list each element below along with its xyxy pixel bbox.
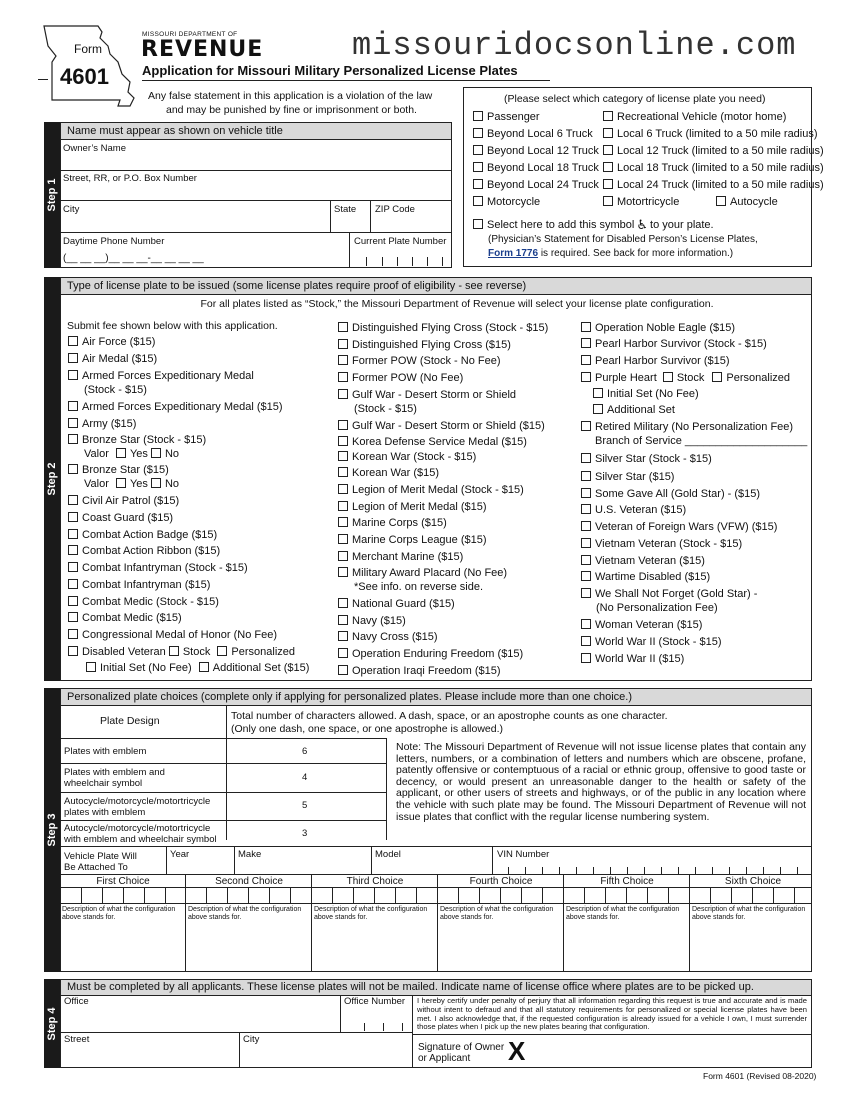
checkbox[interactable] [338, 372, 348, 382]
checkbox[interactable] [68, 370, 78, 380]
checkbox[interactable] [217, 646, 227, 656]
purple-heart-additional[interactable]: Additional Set [593, 404, 675, 417]
choice-1-label: First Choice [96, 876, 150, 887]
plate-purple-heart[interactable]: Purple Heart Stock Personalized [581, 372, 790, 385]
plate-military-award-placard[interactable]: Military Award Placard (No Fee) [338, 567, 507, 580]
cat-rv[interactable]: Recreational Vehicle (motor home) [603, 111, 786, 124]
checkbox[interactable] [338, 534, 348, 544]
plate-noble-eagle[interactable]: Operation Noble Eagle ($15) [581, 322, 735, 335]
phone-label: Daytime Phone Number [63, 236, 165, 247]
warning-line-1: Any false statement in this application is a violation of the law [148, 90, 433, 102]
plate-legion-stock[interactable]: Legion of Merit Medal (Stock - $15) [338, 484, 524, 497]
plate-pearl-harbor[interactable]: Pearl Harbor Survivor ($15) [581, 355, 730, 368]
cat-beyond-24[interactable]: Beyond Local 24 Truck [473, 179, 599, 192]
checkbox[interactable] [338, 484, 348, 494]
no-personalization-fee: (No Personalization Fee) [596, 602, 718, 614]
category-heading: (Please select which category of license plate you need) [504, 93, 766, 105]
checkbox[interactable] [581, 653, 591, 663]
watermark: missouridocsonline.com [352, 27, 797, 64]
row2-count: 4 [302, 772, 308, 783]
checkbox[interactable] [581, 421, 591, 431]
plate-wwii-stock[interactable]: World War II (Stock - $15) [581, 636, 722, 649]
plate-navy[interactable]: Navy ($15) [338, 615, 406, 628]
step4-tab: Step 4 [44, 979, 60, 1068]
plate-wwii[interactable]: World War II ($15) [581, 653, 684, 666]
bronze-valor: Valor Yes No [84, 478, 180, 490]
checkbox[interactable] [68, 434, 78, 444]
office-label: Office [64, 996, 89, 1007]
plate-combat-infantryman[interactable]: Combat Infantryman ($15) [68, 579, 210, 592]
plate-bronze-stock[interactable]: Bronze Star (Stock - $15) [68, 434, 206, 447]
see-info-note: *See info. on reverse side. [354, 581, 484, 593]
certification-text: I hereby certify under penalty of perjury that all information regarding this request is true and accurate and is made without intent to defraud and that all statutory requirements for personalized or special license plates have been met. I also acknowledge that, if the requested configuration is already issued for a vehicle I own, I must surrender those plates when I pick up the new plates bearing that configuration. [417, 996, 807, 1032]
checkbox[interactable] [473, 162, 483, 172]
plate-medal-of-honor[interactable]: Congressional Medal of Honor (No Fee) [68, 629, 277, 642]
plate-combat-medic-stock[interactable]: Combat Medic (Stock - $15) [68, 596, 219, 609]
checkbox[interactable] [581, 372, 591, 382]
cat-autocycle[interactable]: Autocycle [716, 196, 778, 209]
checkbox[interactable] [68, 612, 78, 622]
plate-combat-action-ribbon[interactable]: Combat Action Ribbon ($15) [68, 545, 220, 558]
checkbox[interactable] [712, 372, 722, 382]
checkbox[interactable] [338, 665, 348, 675]
symbol-option[interactable]: Select here to add this symbol ♿ to your plate. [473, 218, 714, 232]
step3-bar: Personalized plate choices (complete only if applying for personalized plates. Please include more than one choice.) [61, 689, 811, 706]
vin-field[interactable] [508, 866, 808, 874]
choice-3-label: Third Choice [346, 876, 404, 887]
form-title: Application for Missouri Military Personalized License Plates [142, 63, 518, 78]
plate-coast-guard[interactable]: Coast Guard ($15) [68, 512, 173, 525]
cat-beyond-18[interactable]: Beyond Local 18 Truck [473, 162, 599, 175]
checkbox[interactable] [473, 196, 483, 206]
choice-2-label: Second Choice [215, 876, 283, 887]
vehicle-label-1: Vehicle Plate Will [64, 851, 137, 862]
checkbox[interactable] [68, 495, 78, 505]
checkbox[interactable] [68, 545, 78, 555]
header-dash [38, 79, 48, 80]
plate-us-veteran[interactable]: U.S. Veteran ($15) [581, 504, 686, 517]
dept-line: MISSOURI DEPARTMENT OF [142, 31, 238, 38]
plate-vietnam[interactable]: Vietnam Veteran ($15) [581, 555, 705, 568]
checkbox[interactable] [338, 567, 348, 577]
checkbox[interactable] [473, 145, 483, 155]
checkbox[interactable] [68, 401, 78, 411]
plate-former-pow[interactable]: Former POW (No Fee) [338, 372, 463, 385]
plate-gulf-war[interactable]: Gulf War - Desert Storm or Shield ($15) [338, 420, 545, 433]
plate-iraqi-freedom[interactable]: Operation Iraqi Freedom ($15) [338, 665, 501, 678]
plate-bronze[interactable]: Bronze Star ($15) [68, 464, 169, 477]
row3-count: 5 [302, 800, 308, 811]
plate-retired-military[interactable]: Retired Military (No Personalization Fee) [581, 421, 793, 434]
plate-woman-veteran[interactable]: Woman Veteran ($15) [581, 619, 702, 632]
checkbox[interactable] [581, 619, 591, 629]
checkbox[interactable] [338, 598, 348, 608]
checkbox[interactable] [68, 562, 78, 572]
plate-army[interactable]: Army ($15) [68, 418, 136, 431]
row4-label-2: with emblem and wheelchair symbol [64, 834, 217, 845]
checkbox[interactable] [581, 471, 591, 481]
form-label: Form [74, 42, 102, 56]
cat-local-24[interactable]: Local 24 Truck (limited to a 50 mile radius) [603, 179, 824, 192]
plate-silver-star[interactable]: Silver Star ($15) [581, 471, 674, 484]
checkbox[interactable] [68, 629, 78, 639]
title-underline [142, 80, 550, 81]
checkbox[interactable] [473, 128, 483, 138]
plate-dfc-stock[interactable]: Distinguished Flying Cross (Stock - $15) [338, 322, 548, 335]
checkbox[interactable] [338, 322, 348, 332]
checkbox[interactable] [581, 636, 591, 646]
plate-combat-medic[interactable]: Combat Medic ($15) [68, 612, 182, 625]
plate-legion[interactable]: Legion of Merit Medal ($15) [338, 501, 487, 514]
form-number: 4601 [60, 64, 109, 89]
plate-enduring-freedom[interactable]: Operation Enduring Freedom ($15) [338, 648, 523, 661]
zip-label: ZIP Code [375, 204, 415, 215]
checkbox[interactable] [116, 478, 126, 488]
checkbox[interactable] [338, 551, 348, 561]
checkbox[interactable] [581, 322, 591, 332]
model-label: Model [375, 849, 401, 860]
choice-1-desc[interactable]: Description of what the configuration above stands for. [62, 906, 176, 921]
plate-national-guard[interactable]: National Guard ($15) [338, 598, 455, 611]
checkbox[interactable] [338, 420, 348, 430]
checkbox[interactable] [151, 478, 161, 488]
cat-motorcycle[interactable]: Motorcycle [473, 196, 540, 209]
checkbox[interactable] [86, 662, 96, 672]
cat-beyond-6[interactable]: Beyond Local 6 Truck [473, 128, 593, 141]
cat-passenger[interactable]: Passenger [473, 111, 540, 124]
checkbox[interactable] [338, 467, 348, 477]
checkbox[interactable] [581, 488, 591, 498]
plate-disabled-veteran[interactable]: Disabled Veteran Stock Personalized [68, 646, 295, 659]
checkbox[interactable] [338, 339, 348, 349]
checkbox[interactable] [473, 179, 483, 189]
bronze-stock-valor: Valor Yes No [84, 448, 180, 460]
plate-korean-war-stock[interactable]: Korean War (Stock - $15) [338, 451, 476, 464]
checkbox[interactable] [68, 418, 78, 428]
office-number-label: Office Number [344, 996, 406, 1007]
checkbox[interactable] [338, 648, 348, 658]
checkbox[interactable] [338, 631, 348, 641]
checkbox[interactable] [68, 336, 78, 346]
plate-silver-star-stock[interactable]: Silver Star (Stock - $15) [581, 453, 712, 466]
checkbox[interactable] [603, 179, 613, 189]
city-label-4: City [243, 1034, 260, 1045]
street-label-4: Street [64, 1034, 90, 1045]
checkbox[interactable] [338, 389, 348, 399]
current-plate-field[interactable] [366, 257, 444, 266]
choice-6-desc[interactable]: Description of what the configuration above stands for. [692, 906, 806, 921]
choice-6-label: Sixth Choice [724, 876, 782, 887]
plate-merchant-marine[interactable]: Merchant Marine ($15) [338, 551, 463, 564]
checkbox[interactable] [603, 162, 613, 172]
physician-line-2: Form 1776 is required. See back for more information.) [488, 248, 734, 259]
checkbox[interactable] [116, 448, 126, 458]
choice-2-desc[interactable]: Description of what the configuration above stands for. [188, 906, 302, 921]
form-1776-link[interactable]: Form 1776 [488, 248, 539, 259]
plate-some-gave-all[interactable]: Some Gave All (Gold Star) - ($15) [581, 488, 760, 501]
plate-combat-action-badge[interactable]: Combat Action Badge ($15) [68, 529, 217, 542]
checkbox[interactable] [593, 388, 603, 398]
branch-of-service[interactable]: Branch of Service ____________________ [595, 435, 808, 447]
obscenity-note: Note: The Missouri Department of Revenue will not issue license plates that contain any letters, numbers, or a combination of letters and numbers which are obscene, profane, patently offensive or contemptuous of a racial or ethnic group, offensive to good taste or decency, or would present an unreasonable danger to the health or safety of the applicant, or other users of streets and highways, or of the public in any location where the vehicle with such plate may be found. The Missouri Department of Revenue will not issue plates that conflict with the regular license numbering system. [396, 741, 806, 823]
plate-marine-corps[interactable]: Marine Corps ($15) [338, 517, 447, 530]
checkbox[interactable] [338, 517, 348, 527]
step3-tab: Step 3 [44, 688, 60, 972]
checkbox[interactable] [663, 372, 673, 382]
plate-dfc[interactable]: Distinguished Flying Cross ($15) [338, 339, 511, 352]
signature-label-2: or Applicant [418, 1053, 471, 1064]
plate-combat-infantryman-stock[interactable]: Combat Infantryman (Stock - $15) [68, 562, 248, 575]
step2-tab: Step 2 [44, 277, 60, 681]
cat-local-18[interactable]: Local 18 Truck (limited to a 50 mile radius) [603, 162, 824, 175]
stock-note: For all plates listed as “Stock,” the Missouri Department of Revenue will select your license plate configuration. [200, 298, 714, 310]
checkbox[interactable] [473, 219, 483, 229]
checkbox[interactable] [68, 579, 78, 589]
checkbox[interactable] [473, 111, 483, 121]
choice-columns [60, 874, 812, 972]
owner-name-label: Owner’s Name [63, 143, 127, 154]
total-chars-2: (Only one dash, one space, or one apostrophe is allowed.) [231, 723, 504, 735]
vehicle-label-2: Be Attached To [64, 862, 128, 873]
physician-line: (Physician’s Statement for Disabled Person’s License Plates, [488, 234, 758, 245]
plate-civil-air-patrol[interactable]: Civil Air Patrol ($15) [68, 495, 179, 508]
checkbox[interactable] [581, 355, 591, 365]
plate-wartime-disabled[interactable]: Wartime Disabled ($15) [581, 571, 710, 584]
cat-motortricycle[interactable]: Motortricycle [603, 196, 679, 209]
plate-korea-defense[interactable]: Korea Defense Service Medal ($15) [338, 436, 527, 449]
cat-local-12[interactable]: Local 12 Truck (limited to a 50 mile radius) [603, 145, 824, 158]
phone-field[interactable]: (__ __ __)__ __ __-__ __ __ __ [63, 253, 204, 264]
choice-4-desc[interactable]: Description of what the configuration above stands for. [440, 906, 554, 921]
choice-3-desc[interactable]: Description of what the configuration above stands for. [314, 906, 428, 921]
total-chars-1: Total number of characters allowed. A dash, space, or an apostrophe counts as one character. [231, 710, 668, 722]
city-label: City [63, 204, 80, 215]
step4-bar: Must be completed by all applicants. These license plates will not be mailed. Indicate name of license office where plates are to be picked up. [61, 980, 811, 996]
signature-x-mark[interactable]: X [508, 1036, 526, 1066]
row3-label-1: Autocycle/motorcycle/motortricycle [64, 796, 211, 807]
plate-vfw[interactable]: Veteran of Foreign Wars (VFW) ($15) [581, 521, 777, 534]
row2-label-1: Plates with emblem and [64, 767, 165, 778]
plate-gulf-war-stock-sub: (Stock - $15) [354, 403, 417, 415]
disabled-veteran-sets: Initial Set (No Fee) Additional Set ($15) [86, 662, 309, 675]
plate-navy-cross[interactable]: Navy Cross ($15) [338, 631, 438, 644]
checkbox[interactable] [338, 615, 348, 625]
checkbox[interactable] [68, 529, 78, 539]
row2-label-2: wheelchair symbol [64, 778, 143, 789]
current-plate-label: Current Plate Number [354, 236, 447, 247]
plate-air-medal[interactable]: Air Medal ($15) [68, 353, 157, 366]
checkbox[interactable] [338, 451, 348, 461]
checkbox[interactable] [581, 521, 591, 531]
checkbox[interactable] [581, 555, 591, 565]
wheelchair-icon: ♿ [636, 217, 649, 232]
plate-afem-stock-sub: (Stock - $15) [84, 384, 147, 396]
fee-note: Submit fee shown below with this application. [67, 320, 278, 332]
row1-label: Plates with emblem [64, 746, 147, 757]
checkbox[interactable] [603, 128, 613, 138]
footer-form-id: Form 4601 (Revised 08-2020) [703, 1071, 817, 1081]
checkbox[interactable] [716, 196, 726, 206]
checkbox[interactable] [603, 145, 613, 155]
row4-label-1: Autocycle/motorcycle/motortricycle [64, 823, 211, 834]
row3-label-2: plates with emblem [64, 807, 146, 818]
vin-label: VIN Number [497, 849, 550, 860]
checkbox[interactable] [68, 512, 78, 522]
checkbox[interactable] [68, 353, 78, 363]
plate-air-force[interactable]: Air Force ($15) [68, 336, 155, 349]
plate-afem[interactable]: Armed Forces Expeditionary Medal ($15) [68, 401, 283, 414]
step2-bar: Type of license plate to be issued (some license plates require proof of eligibility - see reverse) [61, 278, 811, 295]
plate-we-shall-not-forget[interactable]: We Shall Not Forget (Gold Star) - [581, 588, 757, 601]
checkbox[interactable] [581, 588, 591, 598]
plate-former-pow-stock[interactable]: Former POW (Stock - No Fee) [338, 355, 501, 368]
checkbox[interactable] [581, 338, 591, 348]
dept-logo: REVENUE [141, 37, 264, 62]
plate-marine-corps-league[interactable]: Marine Corps League ($15) [338, 534, 487, 547]
plate-gulf-war-stock[interactable]: Gulf War - Desert Storm or Shield [338, 389, 516, 402]
checkbox[interactable] [593, 404, 603, 414]
warning-line-2: and may be punished by fine or imprisonment or both. [166, 104, 417, 116]
street-label: Street, RR, or P.O. Box Number [63, 173, 197, 184]
checkbox[interactable] [603, 196, 613, 206]
checkbox[interactable] [68, 646, 78, 656]
checkbox[interactable] [338, 501, 348, 511]
checkbox[interactable] [338, 355, 348, 365]
office-number-field[interactable] [364, 1022, 404, 1030]
cat-local-6[interactable]: Local 6 Truck (limited to a 50 mile radius) [603, 128, 818, 141]
checkbox[interactable] [581, 538, 591, 548]
plate-design-header: Plate Design [100, 715, 160, 727]
plate-afem-stock[interactable]: Armed Forces Expeditionary Medal [68, 370, 254, 383]
choice-5-desc[interactable]: Description of what the configuration above stands for. [566, 906, 680, 921]
signature-label-1: Signature of Owner [418, 1042, 505, 1053]
state-label: State [334, 204, 357, 215]
checkbox[interactable] [68, 596, 78, 606]
checkbox[interactable] [581, 504, 591, 514]
step1-bar: Name must appear as shown on vehicle title [61, 123, 451, 140]
checkbox[interactable] [169, 646, 179, 656]
make-label: Make [238, 849, 262, 860]
choice-4-label: Fourth Choice [469, 876, 533, 887]
plate-korean-war[interactable]: Korean War ($15) [338, 467, 439, 480]
purple-heart-initial[interactable]: Initial Set (No Fee) [593, 388, 699, 401]
checkbox[interactable] [68, 464, 78, 474]
step1-tab: Step 1 [44, 122, 60, 268]
year-label: Year [170, 849, 190, 860]
cat-beyond-12[interactable]: Beyond Local 12 Truck [473, 145, 599, 158]
checkbox[interactable] [199, 662, 209, 672]
plate-pearl-harbor-stock[interactable]: Pearl Harbor Survivor (Stock - $15) [581, 338, 767, 351]
checkbox[interactable] [338, 436, 348, 446]
checkbox[interactable] [581, 571, 591, 581]
checkbox[interactable] [151, 448, 161, 458]
choice-5-label: Fifth Choice [600, 876, 654, 887]
checkbox[interactable] [603, 111, 613, 121]
row1-count: 6 [302, 746, 308, 757]
checkbox[interactable] [581, 453, 591, 463]
row4-count: 3 [302, 828, 308, 839]
plate-vietnam-stock[interactable]: Vietnam Veteran (Stock - $15) [581, 538, 742, 551]
